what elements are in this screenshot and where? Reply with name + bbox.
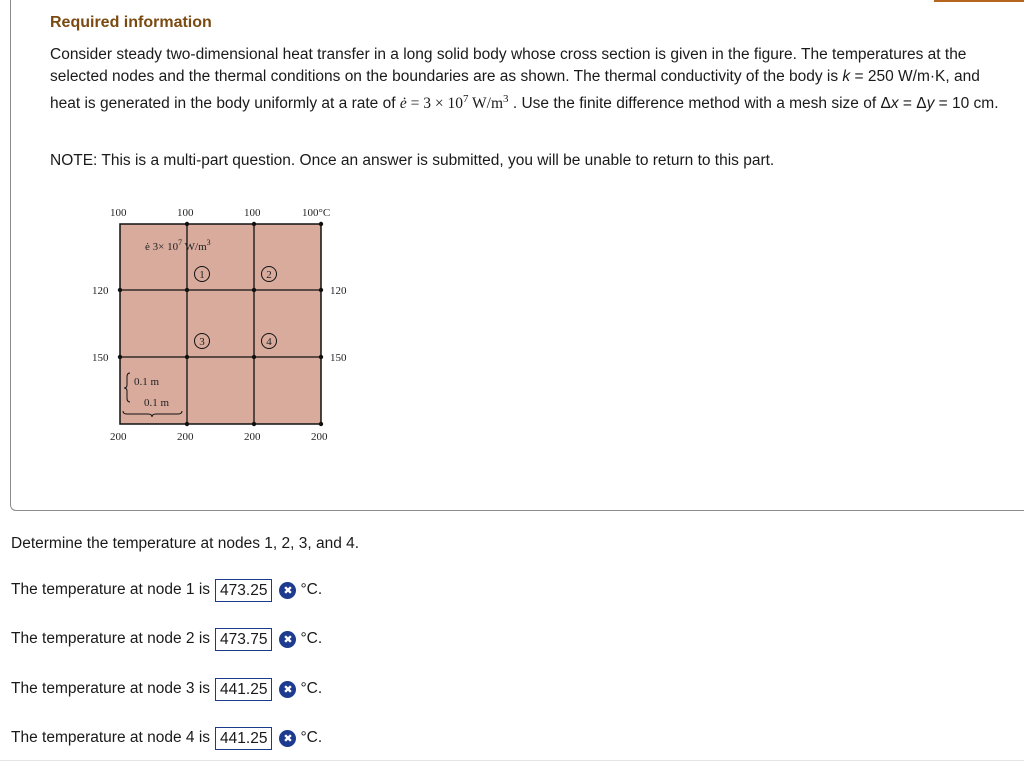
bottom-temp-1: 200 xyxy=(110,431,127,443)
x-symbol: x xyxy=(890,95,899,113)
dy-label: 0.1 m xyxy=(134,376,160,388)
generation-label-base: ė 3× 10 xyxy=(145,241,179,253)
generation-label xyxy=(145,238,211,253)
answer-input-node-1[interactable]: 473.25 xyxy=(215,579,272,602)
body-cross-section xyxy=(120,224,321,424)
bottom-temp-2: 200 xyxy=(177,431,194,443)
statement-part-1: Consider steady two-dimensional heat transfer in a long solid body whose cross section is given in the figure. The temperatures at the selected nodes and the thermal conditions on the boundaries are as shown. The thermal conductivity of the body is xyxy=(50,46,967,85)
statement-part-7: = 10 cm. xyxy=(934,95,999,113)
answer-input-node-2[interactable]: 473.75 xyxy=(215,628,272,651)
bottom-temp-4: 200 xyxy=(311,431,328,443)
left-temp-2: 150 xyxy=(92,352,109,364)
incorrect-x-icon: ✖ xyxy=(279,681,296,698)
statement-exp-2: 3 xyxy=(503,93,509,105)
k-symbol: k xyxy=(842,68,851,85)
e-dot-symbol: ė xyxy=(399,95,407,113)
node-2-label: 2 xyxy=(266,269,272,281)
unit-label: °C. xyxy=(300,630,323,647)
statement-part-5: . Use the finite difference method with a mesh size of Δ xyxy=(508,95,891,113)
top-temp-4: 100°C xyxy=(302,207,331,219)
cross-section-figure xyxy=(80,198,370,453)
answer-label: The temperature at node 1 is xyxy=(11,581,211,598)
incorrect-x-icon: ✖ xyxy=(279,631,296,648)
answer-row-node-3 xyxy=(11,677,322,701)
multi-part-note: NOTE: This is a multi-part question. Once an answer is submitted, you will be unable to return to this part. xyxy=(50,152,775,169)
unit-label: °C. xyxy=(300,729,323,746)
answer-label: The temperature at node 4 is xyxy=(11,729,211,746)
node-3-label: 3 xyxy=(199,336,205,348)
unit-label: °C. xyxy=(300,581,323,598)
bottom-temp-3: 200 xyxy=(244,431,261,443)
top-temp-3: 100 xyxy=(244,207,261,219)
right-temp-2: 150 xyxy=(330,352,347,364)
dx-label: 0.1 m xyxy=(144,397,170,409)
answer-row-node-1 xyxy=(11,578,322,602)
statement-exp-1: 7 xyxy=(462,93,469,105)
answer-input-node-4[interactable]: 441.25 xyxy=(215,727,272,750)
incorrect-x-icon: ✖ xyxy=(279,730,296,747)
problem-statement xyxy=(50,44,1008,115)
node-4-label: 4 xyxy=(266,336,272,348)
statement-part-3: = 3 × 10 xyxy=(406,95,463,113)
top-temp-1: 100 xyxy=(110,207,127,219)
answer-row-node-4 xyxy=(11,726,322,750)
unit-label: °C. xyxy=(300,680,323,697)
incorrect-x-icon: ✖ xyxy=(279,582,296,599)
y-symbol: y xyxy=(926,95,935,113)
question-text: Determine the temperature at nodes 1, 2, 3, and 4. xyxy=(11,535,360,552)
generation-label-unit: W/m xyxy=(182,241,207,253)
answer-label: The temperature at node 2 is xyxy=(11,630,211,647)
statement-part-4: W/m xyxy=(468,95,504,113)
top-temp-2: 100 xyxy=(177,207,194,219)
statement-part-2: = 250 W/m·K, and heat is generated in the body uniformly at a rate of xyxy=(50,68,980,113)
right-temp-1: 120 xyxy=(330,285,347,297)
answer-label: The temperature at node 3 is xyxy=(11,680,211,697)
node-1-label: 1 xyxy=(199,269,205,281)
generation-label-unit-exp: 3 xyxy=(206,238,211,247)
answer-row-node-2 xyxy=(11,627,322,651)
left-temp-1: 120 xyxy=(92,285,109,297)
required-info-heading: Required information xyxy=(50,14,212,31)
answer-input-node-3[interactable]: 441.25 xyxy=(215,678,272,701)
generation-label-exp: 7 xyxy=(178,238,183,247)
top-accent-bar xyxy=(934,0,1024,2)
statement-part-6: = Δ xyxy=(898,95,927,113)
bottom-divider xyxy=(0,760,1024,761)
